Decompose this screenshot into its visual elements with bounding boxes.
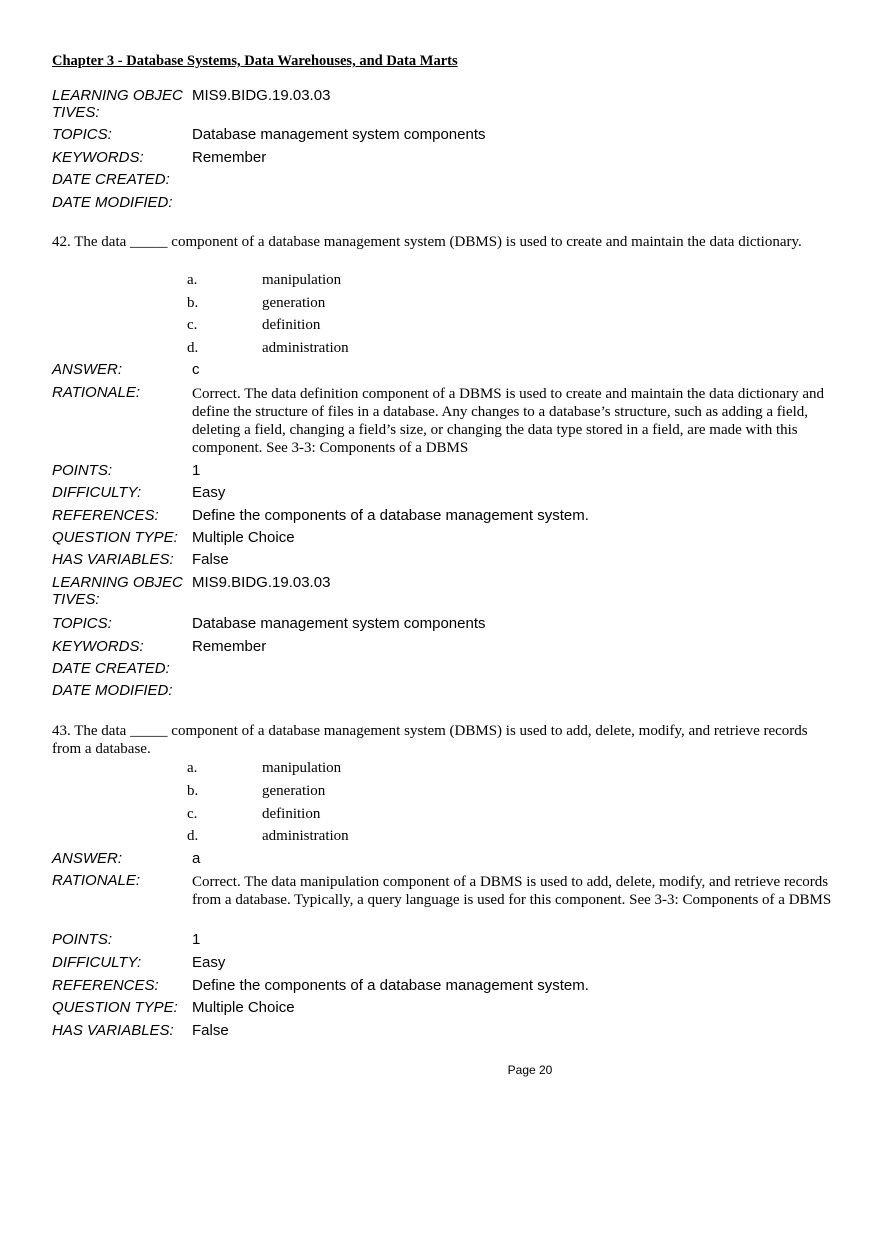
keywords-label: KEYWORDS:: [52, 149, 144, 166]
page-number: Page 20: [507, 1063, 553, 1077]
q42-question-type-value: Multiple Choice: [192, 529, 295, 546]
q42-topics-value: Database management system components: [192, 615, 486, 632]
q43-question-type-value: Multiple Choice: [192, 999, 295, 1016]
q43-option-a-letter: a.: [187, 760, 198, 776]
learning-objectives-value: MIS9.BIDG.19.03.03: [192, 87, 331, 104]
q42-points-label: POINTS:: [52, 462, 113, 479]
q42-date-created-label: DATE CREATED:: [52, 660, 170, 677]
q43-option-a-text: manipulation: [262, 760, 342, 776]
q43-option-d-text: administration: [262, 828, 349, 844]
q43-option-b-text: generation: [262, 783, 326, 799]
question-43-text: 43. The data _____ component of a database management system (DBMS) is used to add, delete, modify, and retrieve records from a database.: [52, 723, 808, 757]
date-created-label: DATE CREATED:: [52, 171, 170, 188]
q42-learning-objectives-value: MIS9.BIDG.19.03.03: [192, 574, 331, 591]
q43-has-variables-value: False: [192, 1022, 229, 1039]
q43-rationale-label: RATIONALE:: [52, 872, 141, 889]
q42-option-c-text: definition: [262, 317, 321, 333]
q43-has-variables-label: HAS VARIABLES:: [52, 1022, 174, 1039]
q42-answer-value: c: [192, 361, 200, 378]
q42-difficulty-value: Easy: [192, 484, 226, 501]
q42-rationale-text: Correct. The data definition component of a DBMS is used to create and maintain the data dictionary and define the structure of files in a database. Any changes to a database’s structure, such as adding a field, deleting a field, changing a field’s size, or changing the data type stored in a field, are made with this component. See 3-3: Components of a DBMS: [192, 386, 825, 456]
q42-option-d-text: administration: [262, 340, 349, 356]
keywords-value: Remember: [192, 149, 267, 166]
q42-answer-label: ANSWER:: [52, 361, 123, 378]
q43-option-c-letter: c.: [187, 806, 198, 822]
q42-keywords-label: KEYWORDS:: [52, 638, 144, 655]
q42-references-value: Define the components of a database management system.: [192, 507, 589, 524]
q43-difficulty-value: Easy: [192, 954, 226, 971]
q42-has-variables-label: HAS VARIABLES:: [52, 551, 174, 568]
q43-option-d-letter: d.: [187, 828, 199, 844]
q42-difficulty-label: DIFFICULTY:: [52, 484, 142, 501]
q43-question-type-label: QUESTION TYPE:: [52, 999, 178, 1016]
chapter-title: Chapter 3 - Database Systems, Data Warehouses, and Data Marts: [52, 53, 458, 69]
topics-label: TOPICS:: [52, 126, 112, 143]
q43-references-value: Define the components of a database management system.: [192, 977, 589, 994]
q43-answer-label: ANSWER:: [52, 850, 123, 867]
q42-date-modified-label: DATE MODIFIED:: [52, 682, 173, 699]
q43-option-c-text: definition: [262, 806, 321, 822]
q43-answer-value: a: [192, 850, 201, 867]
q43-references-label: REFERENCES:: [52, 977, 159, 994]
q43-points-label: POINTS:: [52, 931, 113, 948]
q42-option-a-letter: a.: [187, 272, 198, 288]
learning-objectives-label: LEARNING OBJECTIVES:: [52, 87, 183, 121]
q42-question-type-label: QUESTION TYPE:: [52, 529, 178, 546]
q42-option-b-text: generation: [262, 295, 326, 311]
q43-option-b-letter: b.: [187, 783, 199, 799]
q42-references-label: REFERENCES:: [52, 507, 159, 524]
q42-option-a-text: manipulation: [262, 272, 342, 288]
q43-difficulty-label: DIFFICULTY:: [52, 954, 142, 971]
q42-rationale-label: RATIONALE:: [52, 384, 141, 401]
q42-option-b-letter: b.: [187, 295, 199, 311]
q42-option-d-letter: d.: [187, 340, 199, 356]
q43-rationale-text: Correct. The data manipulation component of a DBMS is used to add, delete, modify, and retrieve records from a database. Typically, a query language is used for this component. See 3-3: Components of a DBMS: [192, 874, 832, 908]
q42-points-value: 1: [192, 462, 201, 479]
question-42-text: 42. The data _____ component of a database management system (DBMS) is used to create and maintain the data dictionary.: [52, 234, 802, 250]
q42-keywords-value: Remember: [192, 638, 267, 655]
q42-option-c-letter: c.: [187, 317, 198, 333]
date-modified-label: DATE MODIFIED:: [52, 194, 173, 211]
q42-learning-objectives-label: LEARNING OBJECTIVES:: [52, 574, 183, 608]
q43-points-value: 1: [192, 931, 201, 948]
topics-value: Database management system components: [192, 126, 486, 143]
q42-has-variables-value: False: [192, 551, 229, 568]
q42-topics-label: TOPICS:: [52, 615, 112, 632]
